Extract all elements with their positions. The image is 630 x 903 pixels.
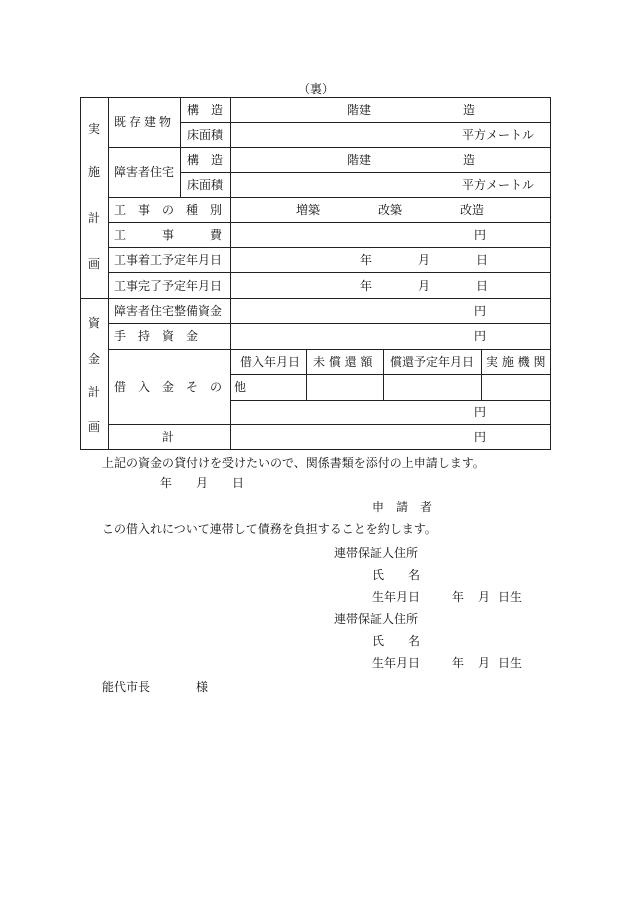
application-date-day: 日 [232, 476, 245, 490]
loans-col-date: 借入年月日 [240, 355, 301, 369]
addressee-honorific: 様 [196, 680, 209, 694]
housing-area-unit: 平方メートル [462, 178, 535, 192]
application-statement: 上記の資金の貸付けを受けたいので、関係書類を添付の上申請します。 [102, 456, 485, 470]
loans-col-institution: 実 施 機 関 [486, 355, 546, 369]
loans-col-repayment: 償還予定年月日 [390, 355, 475, 369]
start-date-month: 月 [418, 253, 431, 267]
end-date-label: 工事完了予定年月日 [114, 279, 223, 293]
work-type-rebuild: 改築 [378, 203, 403, 217]
work-cost-unit: 円 [474, 228, 487, 242]
work-type-remodel: 改造 [460, 203, 485, 217]
guarantor-1-birth-label: 生年月日 [372, 590, 421, 604]
application-date-year: 年 [160, 476, 173, 490]
own-funds-label: 手 持 資 金 [114, 329, 199, 343]
table-line [80, 298, 550, 299]
existing-structure-floors: 階建 [347, 103, 372, 117]
table-line [108, 222, 550, 223]
table-line [108, 147, 550, 148]
housing-structure-suffix: 造 [463, 153, 476, 167]
table-line [108, 197, 550, 198]
table-line [108, 424, 550, 425]
addressee-name: 能代市長 [102, 680, 151, 694]
table-line [108, 272, 550, 273]
end-date-month: 月 [418, 279, 431, 293]
applicant-label: 申 請 者 [372, 500, 433, 514]
housing-structure-label: 構 造 [187, 153, 224, 167]
table-border-top [80, 97, 551, 98]
guarantor-1-name-label: 氏 名 [372, 568, 421, 582]
table-line [230, 400, 550, 401]
guarantor-2-address-label: 連帯保証人住所 [334, 612, 419, 626]
table-line [108, 349, 550, 350]
guarantor-1-birth-year: 年 [452, 590, 465, 604]
end-date-day: 日 [476, 279, 489, 293]
start-date-day: 日 [476, 253, 489, 267]
maintenance-fund-unit: 円 [474, 304, 487, 318]
table-line [108, 247, 550, 248]
table-line [108, 97, 109, 450]
table-line [230, 97, 231, 450]
maintenance-fund-label: 障害者住宅整備資金 [114, 304, 223, 318]
table-border-bottom [80, 449, 551, 450]
funding-plan-side-label: 資 金 計 画 [87, 316, 100, 434]
table-line [230, 374, 550, 375]
start-date-year: 年 [360, 253, 373, 267]
table-line [108, 323, 550, 324]
form-title: （裏） [298, 82, 335, 96]
work-type-extension: 増築 [296, 203, 321, 217]
total-label: 計 [162, 430, 175, 444]
guarantor-2-name-label: 氏 名 [372, 634, 421, 648]
loans-col-outstanding: 未 償 還 額 [313, 355, 373, 369]
guarantor-2-birth-day: 日生 [498, 656, 523, 670]
disabled-housing-label: 障害者住宅 [114, 165, 175, 179]
table-line [180, 172, 550, 173]
guarantor-2-birth-year: 年 [452, 656, 465, 670]
existing-structure-label: 構 造 [187, 103, 224, 117]
application-date-month: 月 [196, 476, 209, 490]
loans-unit: 円 [474, 405, 487, 419]
total-unit: 円 [474, 430, 487, 444]
guarantor-1-address-label: 連帯保証人住所 [334, 546, 419, 560]
table-line [180, 122, 550, 123]
guarantor-2-birth-month: 月 [478, 656, 491, 670]
implementation-plan-side-label: 実 施 計 画 [87, 122, 100, 271]
own-funds-unit: 円 [474, 329, 487, 343]
existing-building-label: 既存建物 [114, 115, 175, 129]
loans-label: 借 入 金 そ の 他 [114, 380, 247, 394]
existing-structure-suffix: 造 [463, 103, 476, 117]
start-date-label: 工事着工予定年月日 [114, 253, 223, 267]
housing-area-label: 床面積 [187, 178, 224, 192]
guarantor-2-birth-label: 生年月日 [372, 656, 421, 670]
guarantor-1-birth-day: 日生 [498, 590, 523, 604]
existing-area-label: 床面積 [187, 128, 224, 142]
existing-area-unit: 平方メートル [462, 128, 535, 142]
work-cost-label: 工 事 費 [114, 228, 223, 242]
end-date-year: 年 [360, 279, 373, 293]
housing-structure-floors: 階建 [347, 153, 372, 167]
guarantor-1-birth-month: 月 [478, 590, 491, 604]
table-border-right [550, 97, 551, 450]
guarantee-statement: この借入れについて連帯して債務を負担することを約します。 [102, 522, 437, 536]
work-type-label: 工 事 の 種 別 [114, 203, 223, 217]
